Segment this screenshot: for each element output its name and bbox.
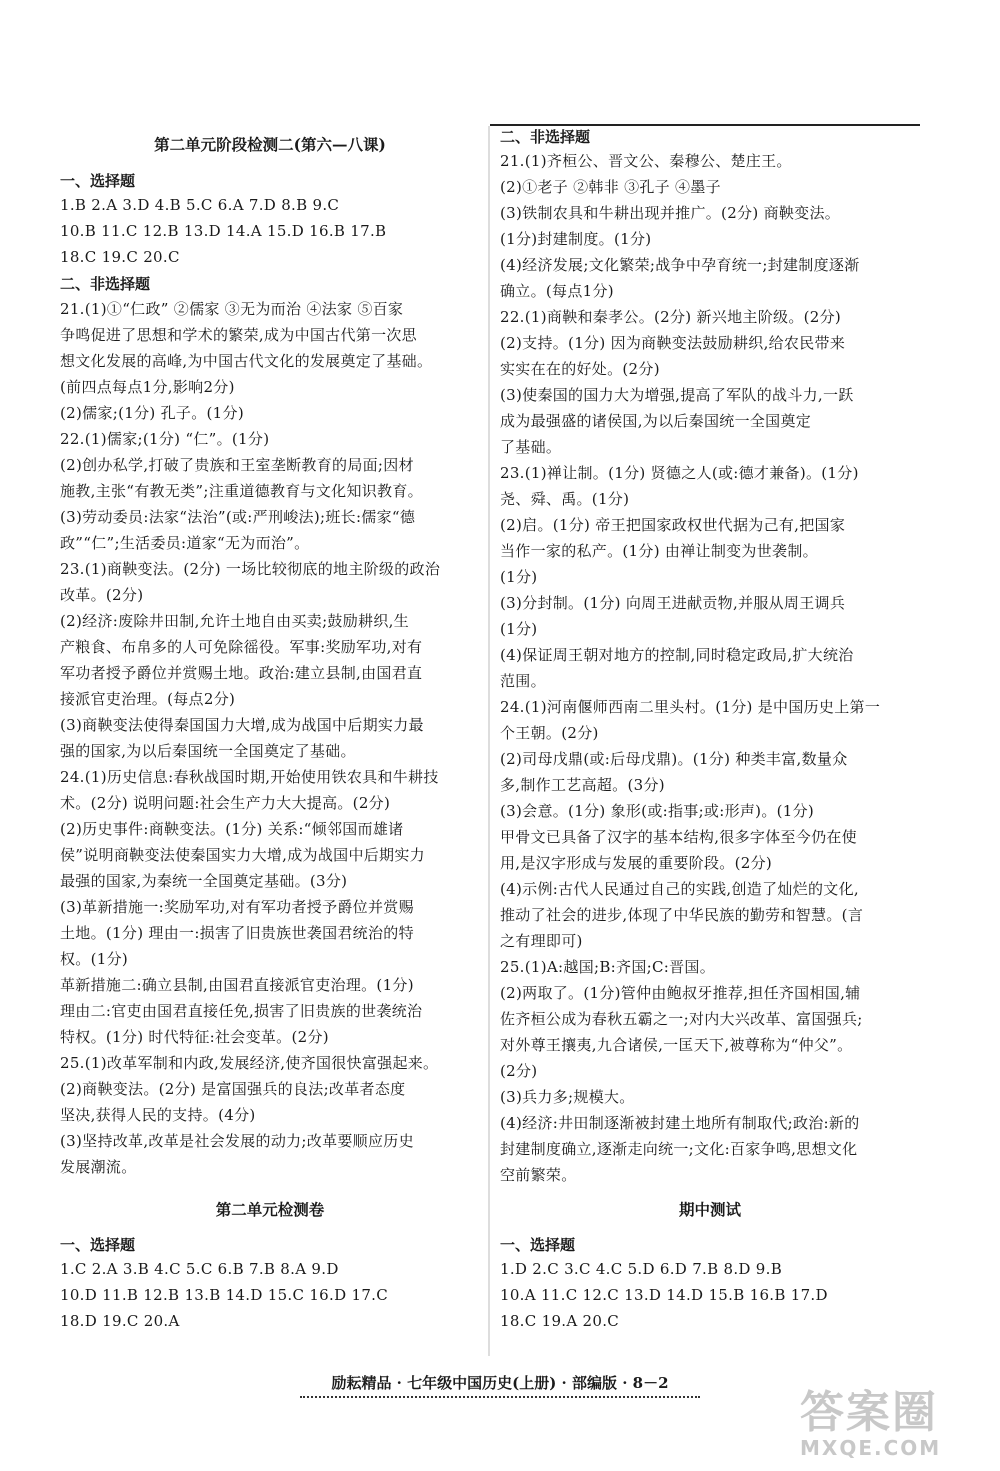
choice-answer-line: 18.C 19.C 20.C	[60, 248, 180, 266]
answer-line: 对外尊王攘夷,九合诸侯,一匡天下,被尊称为“仲父”。	[500, 1036, 853, 1054]
answer-line: (2)两取了。(1分)管仲由鲍叔牙推荐,担任齐国相国,辅	[500, 984, 861, 1002]
answer-line: (1分)	[500, 620, 538, 638]
answer-line: 接派官吏治理。(每点2分)	[60, 690, 236, 708]
answer-line: (2)司母戊鼎(或:后母戊鼎)。(1分) 种类丰富,数量众	[500, 750, 848, 768]
answer-line: 坚决,获得人民的支持。(4分)	[60, 1106, 256, 1124]
answer-line: 24.(1)历史信息:春秋战国时期,开始使用铁农具和牛耕技	[60, 768, 439, 786]
answer-line: (3)商鞅变法使得秦国国力大增,成为战国中后期实力最	[60, 716, 424, 734]
answer-line: (3)分封制。(1分) 向周王进献贡物,并服从周王调兵	[500, 594, 846, 612]
answer-line: 当作一家的私产。(1分) 由禅让制变为世袭制。	[500, 542, 818, 560]
answer-line: (2)儒家;(1分) 孔子。(1分)	[60, 404, 244, 422]
answer-line: 特权。(1分) 时代特征:社会变革。(2分)	[60, 1028, 329, 1046]
answer-line: (3)使秦国的国力大为增强,提高了军队的战斗力,一跃	[500, 386, 854, 404]
watermark-logo	[800, 1387, 990, 1465]
choice-answer-line: 10.A 11.C 12.C 13.D 14.D 15.B 16.B 17.D	[500, 1286, 828, 1304]
answer-line: (2)①老子 ②韩非 ③孔子 ④墨子	[500, 178, 721, 196]
answer-line: 25.(1)改革军制和内政,发展经济,使齐国很快富强起来。	[60, 1054, 439, 1072]
answer-line: 发展潮流。	[60, 1158, 137, 1176]
subheading-non-choice: 二、非选择题	[60, 275, 151, 293]
answer-line: 之有理即可)	[500, 932, 583, 950]
answer-line: (前四点每点1分,影响2分)	[60, 378, 235, 396]
section-title-unit2-stage-test: 第二单元阶段检测二(第六—八课)	[154, 135, 386, 154]
answer-line: (2)经济:废除井田制,允许土地自由买卖;鼓励耕织,生	[60, 612, 409, 630]
answer-line: 产粮食、布帛多的人可免除徭役。军事:奖励军功,对有	[60, 638, 423, 656]
answer-line: 25.(1)A:越国;B:齐国;C:晋国。	[500, 958, 716, 976]
answer-line: 21.(1)①“仁政” ②儒家 ③无为而治 ④法家 ⑤百家	[60, 300, 404, 318]
answer-line: (2分)	[500, 1062, 538, 1080]
answer-line: 22.(1)商鞅和秦孝公。(2分) 新兴地主阶级。(2分)	[500, 308, 842, 326]
answer-line: (4)示例:古代人民通过自己的实践,创造了灿烂的文化,	[500, 880, 859, 898]
answer-line: 权。(1分)	[60, 950, 129, 968]
answer-line: 甲骨文已具备了汉字的基本结构,很多字体至今仍在使	[500, 828, 857, 846]
answer-line: 了基础。	[500, 438, 562, 456]
answer-line: (3)革新措施一:奖励军功,对有军功者授予爵位并赏赐	[60, 898, 414, 916]
answer-line: (2)创办私学,打破了贵族和王室垄断教育的局面;因材	[60, 456, 414, 474]
column-divider	[488, 126, 490, 1356]
choice-answer-line: 1.B 2.A 3.D 4.B 5.C 6.A 7.D 8.B 9.C	[60, 196, 340, 214]
answer-line: (2)启。(1分) 帝王把国家政权世代据为己有,把国家	[500, 516, 846, 534]
answer-line: 封建制度确立,逐渐走向统一;文化:百家争鸣,思想文化	[500, 1140, 858, 1158]
answer-line: 最强的国家,为秦统一全国奠定基础。(3分)	[60, 872, 348, 890]
choice-answer-line: 1.D 2.C 3.C 4.C 5.D 6.D 7.B 8.D 9.B	[500, 1260, 783, 1278]
page-footer: 励耘精品 · 七年级中国历史(上册) · 部编版 · 8－2	[300, 1372, 700, 1398]
answer-line: 革新措施二:确立县制,由国君直接派官吏治理。(1分)	[60, 976, 414, 994]
choice-answer-line: 10.D 11.B 12.B 13.B 14.D 15.C 16.D 17.C	[60, 1286, 389, 1304]
choice-answer-line: 10.B 11.C 12.B 13.D 14.A 15.D 16.B 17.B	[60, 222, 387, 240]
answer-line: 多,制作工艺高超。(3分)	[500, 776, 665, 794]
answer-line: 个王朝。(2分)	[500, 724, 599, 742]
watermark-url: MXQE.COM	[800, 1436, 942, 1460]
answer-line: 22.(1)儒家;(1分) “仁”。(1分)	[60, 430, 270, 448]
answer-line: (4)经济:井田制逐渐被封建土地所有制取代;政治:新的	[500, 1114, 860, 1132]
choice-answer-line: 1.C 2.A 3.B 4.C 5.C 6.B 7.B 8.A 9.D	[60, 1260, 339, 1278]
answer-line: 土地。(1分) 理由一:损害了旧贵族世袭国君统治的特	[60, 924, 414, 942]
answer-line: (1分)封建制度。(1分)	[500, 230, 652, 248]
answer-line: (3)劳动委员:法家“法治”(或:严刑峻法);班长:儒家“德	[60, 508, 416, 526]
answer-line: (1分)	[500, 568, 538, 586]
answer-line: (2)支持。(1分) 因为商鞅变法鼓励耕织,给农民带来	[500, 334, 846, 352]
answer-line: (3)坚持改革,改革是社会发展的动力;改革要顺应历史	[60, 1132, 414, 1150]
choice-answer-line: 18.D 19.C 20.A	[60, 1312, 180, 1330]
answer-line: 21.(1)齐桓公、晋文公、秦穆公、楚庄王。	[500, 152, 792, 170]
answer-line: 想文化发展的高峰,为中国古代文化的发展奠定了基础。	[60, 352, 433, 370]
answer-line: 24.(1)河南偃师西南二里头村。(1分) 是中国历史上第一	[500, 698, 881, 716]
subheading-multiple-choice: 一、选择题	[500, 1236, 576, 1254]
subheading-multiple-choice: 一、选择题	[60, 1236, 136, 1254]
answer-line: 推动了社会的进步,体现了中华民族的勤劳和智慧。(言	[500, 906, 864, 924]
section-title-unit2-test: 第二单元检测卷	[215, 1200, 325, 1219]
answer-line: (2)历史事件:商鞅变法。(1分) 关系:“倾邻国而雄诸	[60, 820, 404, 838]
answer-line: 强的国家,为以后秦国统一全国奠定了基础。	[60, 742, 356, 760]
answer-line: 成为最强盛的诸侯国,为以后秦国统一全国奠定	[500, 412, 812, 430]
subheading-non-choice: 二、非选择题	[500, 128, 591, 146]
answer-line: 政”“仁”;生活委员:道家“无为而治”。	[60, 534, 310, 552]
answer-line: (4)保证周王朝对地方的控制,同时稳定政局,扩大统治	[500, 646, 854, 664]
answer-line: (3)铁制农具和牛耕出现并推广。(2分) 商鞅变法。	[500, 204, 841, 222]
answer-line: (3)兵力多;规模大。	[500, 1088, 635, 1106]
answer-line: 23.(1)禅让制。(1分) 贤德之人(或:德才兼备)。(1分)	[500, 464, 859, 482]
answer-line: 23.(1)商鞅变法。(2分) 一场比较彻底的地主阶级的政治	[60, 560, 441, 578]
answer-line: 争鸣促进了思想和学术的繁荣,成为中国古代第一次思	[60, 326, 417, 344]
choice-answer-line: 18.C 19.A 20.C	[500, 1312, 620, 1330]
answer-line: 侯”说明商鞅变法使秦国实力大增,成为战国中后期实力	[60, 846, 425, 864]
answer-line: 空前繁荣。	[500, 1166, 577, 1184]
answer-line: (3)会意。(1分) 象形(或:指事;或:形声)。(1分)	[500, 802, 815, 820]
answer-line: 范围。	[500, 672, 546, 690]
answer-line: 实实在在的好处。(2分)	[500, 360, 660, 378]
answer-line: 佐齐桓公成为春秋五霸之一;对内大兴改革、富国强兵;	[500, 1010, 863, 1028]
answer-line: (2)商鞅变法。(2分) 是富国强兵的良法;改革者态度	[60, 1080, 406, 1098]
answer-line: 确立。(每点1分)	[500, 282, 614, 300]
subheading-multiple-choice: 一、选择题	[60, 172, 136, 190]
answer-line: 尧、舜、禹。(1分)	[500, 490, 630, 508]
answer-line: 军功者授予爵位并赏赐土地。政治:建立县制,由国君直	[60, 664, 423, 682]
section-title-midterm: 期中测试	[678, 1200, 741, 1219]
answer-line: 改革。(2分)	[60, 586, 144, 604]
answer-line: (4)经济发展;文化繁荣;战争中孕育统一;封建制度逐渐	[500, 256, 860, 274]
answer-line: 术。(2分) 说明问题:社会生产力大大提高。(2分)	[60, 794, 391, 812]
answer-line: 理由二:官吏由国君直接任免,损害了旧贵族的世袭统治	[60, 1002, 423, 1020]
answer-line: 用,是汉字形成与发展的重要阶段。(2分)	[500, 854, 773, 872]
answer-line: 施教,主张“有教无类”;注重道德教育与文化知识教育。	[60, 482, 423, 500]
watermark-text: 答案圈	[800, 1387, 938, 1438]
